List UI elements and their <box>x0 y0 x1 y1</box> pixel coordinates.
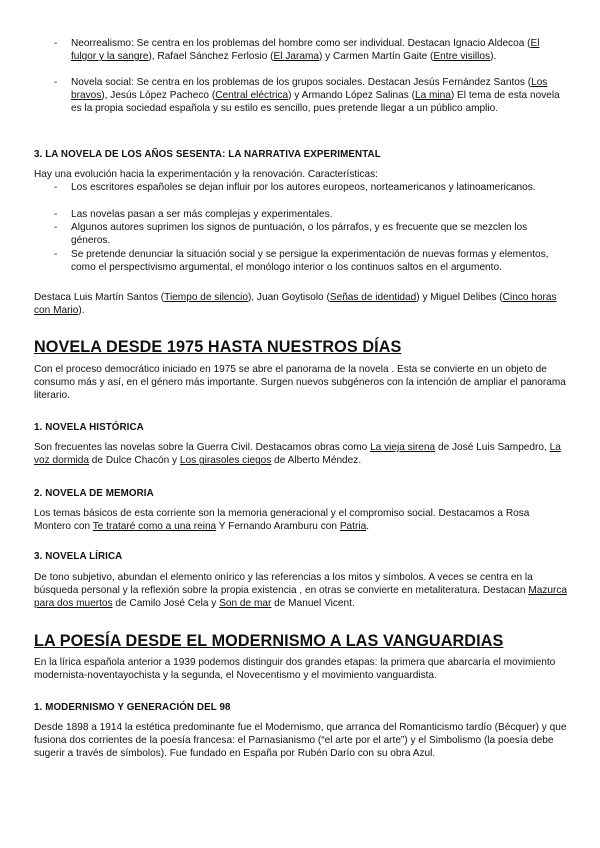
bullet-marker: - <box>54 249 58 260</box>
work-title: Central eléctrica <box>215 90 289 102</box>
work-title: El Jarama <box>273 51 319 63</box>
bullet-marker: - <box>54 38 58 49</box>
chapter-heading-poesia: LA POESÍA DESDE EL MODERNISMO A LAS VANGUARDIAS <box>34 632 504 650</box>
section-heading-1960s: 3. LA NOVELA DE LOS AÑOS SESENTA: LA NARRATIVA EXPERIMENTAL <box>34 149 381 160</box>
work-title: Cinco horas con Mario <box>34 292 557 317</box>
list-item: Los escritores españoles se dejan influir por los autores europeos, norteamericanos y latinoamericanos. <box>71 182 536 193</box>
work-title: Patria <box>339 521 367 533</box>
work-title: La voz dormida <box>34 442 561 467</box>
work-title: El fulgor y la sangre <box>71 38 540 63</box>
work-title: Los bravos <box>71 77 548 102</box>
bullet-marker: - <box>54 222 58 233</box>
section-intro: Hay una evolución hacia la experimentación y la renovación. Características: <box>34 169 378 180</box>
subsection-heading-modernismo: 1. MODERNISMO Y GENERACIÓN DEL 98 <box>34 702 231 713</box>
work-title: La mina <box>414 90 451 102</box>
work-title: Los girasoles ciegos <box>179 455 272 467</box>
list-item: Se pretende denunciar la situación social y se persigue la experimentación de nuevas formas y elementos, como el perspectivismo argumental, el monólogo interior o los continuos saltos en el argumento. <box>71 249 549 274</box>
work-title: Mazurca para dos muertos <box>34 585 568 610</box>
bullet-marker: - <box>54 182 58 193</box>
list-item: Algunos autores suprimen los signos de puntuación, o los párrafos, y es frecuente que se mezclen los géneros. <box>71 222 528 247</box>
work-title: Tiempo de silencio <box>164 292 248 303</box>
chapter-intro: Con el proceso democrático iniciado en 1975 se abre el panorama de la novela . Esta se convierte en un objeto de consumo más y así, en el género más importante. Surgen nuevos subgéneros con la intención de ampliar el panorama literario. <box>34 364 566 402</box>
bullet-neorrealismo: Neorrealismo: Se centra en los problemas del hombre como ser individual. Destacan Ignacio Aldecoa (El fulgor y la sangre), Rafael Sánchez Ferlosio (El Jarama) y Carmen Martín Gaite (Entre visillos). <box>71 38 540 63</box>
work-title: Entre visillos <box>433 51 491 63</box>
subsection-text-lirica: De tono subjetivo, abundan el elemento onírico y las referencias a los mitos y símbolos. A veces se centra en la búsqueda personal y la reflexión sobre la propia existencia , en otras se convierte en metaliteratura. Destacan Mazurca para dos muertos de Camilo José Cela y Son de mar de Manuel Vicent. <box>34 572 568 610</box>
subsection-heading-lirica: 3. NOVELA LÍRICA <box>34 551 123 562</box>
subsection-heading-memoria: 2. NOVELA DE MEMORIA <box>34 488 154 499</box>
subsection-text-modernismo: Desde 1898 a 1914 la estética predominante fue el Modernismo, que arranca del Romanticismo tardío (Bécquer) y que fusiona dos corrientes de la poesía francesa: el Parnasianismo (“el arte por el arte”) y el Simbolismo (la poesía debe sugerir a través de símbolos). Fue fundado en España por Rubén Darío con su obra Azul. <box>34 722 567 760</box>
bullet-marker: - <box>54 77 58 88</box>
subsection-heading-historica: 1. NOVELA HISTÓRICA <box>34 422 144 433</box>
chapter-intro: En la lírica española anterior a 1939 podemos distinguir dos grandes etapas: la primera que abarcaría el movimiento modernista-noventayochista y la segunda, el Novecentismo y el movimiento vanguardista. <box>34 657 556 682</box>
work-title: Te trataré como a una reina <box>92 521 217 533</box>
subsection-text-historica: Son frecuentes las novelas sobre la Guerra Civil. Destacamos obras como La vieja sirena de José Luis Sampedro, La voz dormida de Dulce Chacón y Los girasoles ciegos de Alberto Méndez. <box>34 442 561 467</box>
chapter-heading-novela-1975: NOVELA DESDE 1975 HASTA NUESTROS DÍAS <box>34 338 402 356</box>
subsection-text-memoria: Los temas básicos de esta corriente son la memoria generacional y el compromiso social. Destacamos a Rosa Montero con Te trataré como a una reina Y Fernando Aramburu con Patria. <box>34 508 530 533</box>
list-item: Las novelas pasan a ser más complejas y experimentales. <box>71 209 333 220</box>
section-closing: Destaca Luis Martín Santos (Tiempo de silencio), Juan Goytisolo (Señas de identidad) y Miguel Delibes (Cinco horas con Mario). <box>34 292 557 317</box>
bullet-marker: - <box>54 209 58 220</box>
work-title: La vieja sirena <box>370 442 436 453</box>
work-title: Señas de identidad <box>329 292 417 303</box>
work-title: Son de mar <box>219 598 272 610</box>
bullet-novela-social: Novela social: Se centra en los problemas de los grupos sociales. Destacan Jesús Fernández Santos (Los bravos), Jesús López Pacheco (Central eléctrica) y Armando López Salinas (La mina) El tema de esta novela es la propia sociedad española y su estilo es sencillo, pues pretende llegar a un público amplio. <box>71 77 560 115</box>
